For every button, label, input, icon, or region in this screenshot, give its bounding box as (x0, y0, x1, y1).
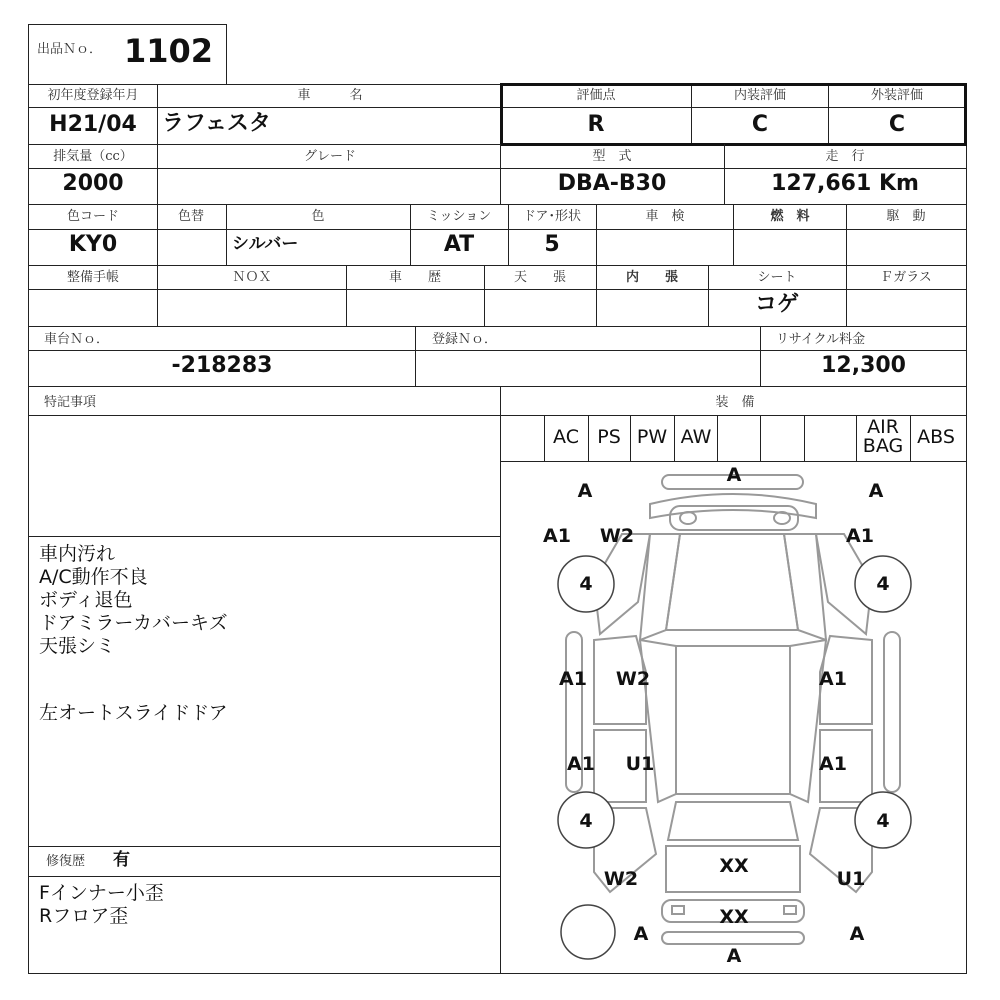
roof-outline (676, 646, 790, 794)
spare-tire (561, 905, 615, 959)
mark-quarter-rr: U1 (836, 868, 866, 890)
mark-tire-fl: 4 (579, 573, 593, 595)
repair-line: Rフロア歪 (39, 905, 129, 927)
rear-light-right (784, 906, 796, 914)
repair-line: Fインナー小歪 (39, 882, 164, 904)
front-light-left (680, 512, 696, 524)
mark-tire-rr: 4 (876, 810, 890, 832)
mark-tire-rl: 4 (579, 810, 593, 832)
equip-abs: ABS (917, 426, 955, 448)
mark-door-rl: A1 (567, 753, 595, 775)
interior-trim-label: 内 張 (625, 270, 679, 285)
equip-pw: PW (636, 426, 668, 448)
rear-glass-outline (668, 802, 798, 840)
first-reg-value: H21/04 (49, 112, 137, 137)
mark-bumper-r: XX (719, 906, 749, 928)
seat-label: シート (757, 270, 797, 285)
car-name-value: ラフェスタ (162, 111, 271, 136)
door-label: ドア･形状 (522, 209, 582, 224)
remark-line: A/C動作不良 (39, 566, 148, 588)
rear-light-left (672, 906, 684, 914)
mark-fender-fr: A1 (846, 525, 874, 547)
interior-label: 内装評価 (733, 88, 787, 103)
remark-line: 左オートスライドドア (39, 702, 228, 724)
interior-value: C (751, 112, 769, 137)
first-reg-label: 初年度登録年月 (47, 88, 139, 103)
color-change-label: 色替 (177, 209, 205, 224)
mark-door-rr: A1 (819, 753, 847, 775)
color-label: 色 (311, 209, 325, 224)
seat-value: コゲ (754, 292, 800, 317)
history-label: 車 歴 (388, 270, 442, 285)
mileage-label: 走 行 (825, 149, 865, 164)
mark-rear-left: A (633, 923, 649, 945)
equip-ps: PS (597, 426, 621, 448)
remark-line: ボディ退色 (39, 589, 133, 611)
windshield-outline (666, 534, 798, 630)
mission-value: AT (443, 232, 475, 257)
mark-front-left: A (577, 480, 593, 502)
chassis-label: 車台Ｎｏ． (44, 332, 110, 347)
door-value: 5 (544, 232, 560, 257)
recycle-label: リサイクル料金 (776, 332, 866, 347)
mark-rear-glass: XX (719, 855, 749, 877)
score-value: R (587, 112, 605, 137)
remark-line: 天張シミ (39, 635, 116, 657)
color-value: シルバー (232, 234, 299, 254)
inspection-label: 車 検 (645, 209, 685, 224)
mark-tire-fr: 4 (876, 573, 890, 595)
drive-label: 駆 動 (886, 209, 926, 224)
equipment-label: 装 備 (715, 395, 755, 410)
mark-fender-fl: A1 (543, 525, 571, 547)
remarks-list (39, 539, 228, 724)
grade-label: グレード (303, 149, 357, 164)
rear-step-outline (662, 932, 804, 944)
equip-airbag: AIR BAG (862, 416, 904, 457)
displacement-label: 排気量（cc） (53, 149, 133, 164)
mark-fender-fl-w: W2 (599, 525, 635, 547)
repair-label: 修復歴 (46, 854, 86, 869)
equip-ac: AC (553, 426, 579, 448)
reg-no-label: 登録Ｎｏ． (432, 332, 498, 347)
repair-value: 有 (113, 850, 130, 870)
remark-line: 車内汚れ (39, 543, 116, 565)
nox-label: ＮＯＸ (232, 270, 272, 285)
exterior-value: C (888, 112, 906, 137)
color-code-value: KY0 (68, 232, 118, 257)
model-label: 型 式 (592, 149, 632, 164)
model-value: DBA-B30 (557, 171, 667, 196)
mark-rear-bottom: A (726, 945, 742, 967)
lot-label: 出品Ｎｏ． (37, 42, 103, 57)
recycle-value: 12,300 (821, 353, 906, 378)
mark-quarter-rl: W2 (603, 868, 639, 890)
lot-number: 1102 (124, 32, 214, 70)
equip-aw: AW (680, 426, 712, 448)
remark-line: ドアミラーカバーキズ (39, 612, 228, 634)
repair-list (39, 878, 164, 927)
car-name-label: 車 名 (297, 88, 363, 103)
ceiling-label: 天 張 (513, 270, 567, 285)
mark-door-rl-u: U1 (625, 753, 655, 775)
mark-front-top: A (726, 464, 742, 486)
mark-rear-right: A (849, 923, 865, 945)
fuel-label: 燃 料 (770, 209, 810, 224)
mark-front-right: A (868, 480, 884, 502)
score-label: 評価点 (576, 88, 616, 103)
mark-door-fl: A1 (559, 668, 587, 690)
a-pillar-left (640, 534, 680, 640)
front-light-right (774, 512, 790, 524)
displacement-value: 2000 (62, 171, 124, 196)
mark-door-fr: A1 (819, 668, 847, 690)
maintenance-label: 整備手帳 (66, 270, 120, 285)
mileage-value: 127,661 Km (771, 171, 919, 196)
mark-door-fl-w: W2 (615, 668, 651, 690)
remarks-label: 特記事項 (44, 395, 97, 410)
color-code-label: 色コード (66, 209, 120, 224)
remark-line (39, 654, 228, 698)
chassis-value: -218283 (171, 353, 273, 378)
exterior-label: 外装評価 (870, 88, 924, 103)
side-step-right (884, 632, 900, 792)
mission-label: ミッション (426, 209, 492, 224)
glass-label: Ｆガラス (880, 270, 932, 285)
